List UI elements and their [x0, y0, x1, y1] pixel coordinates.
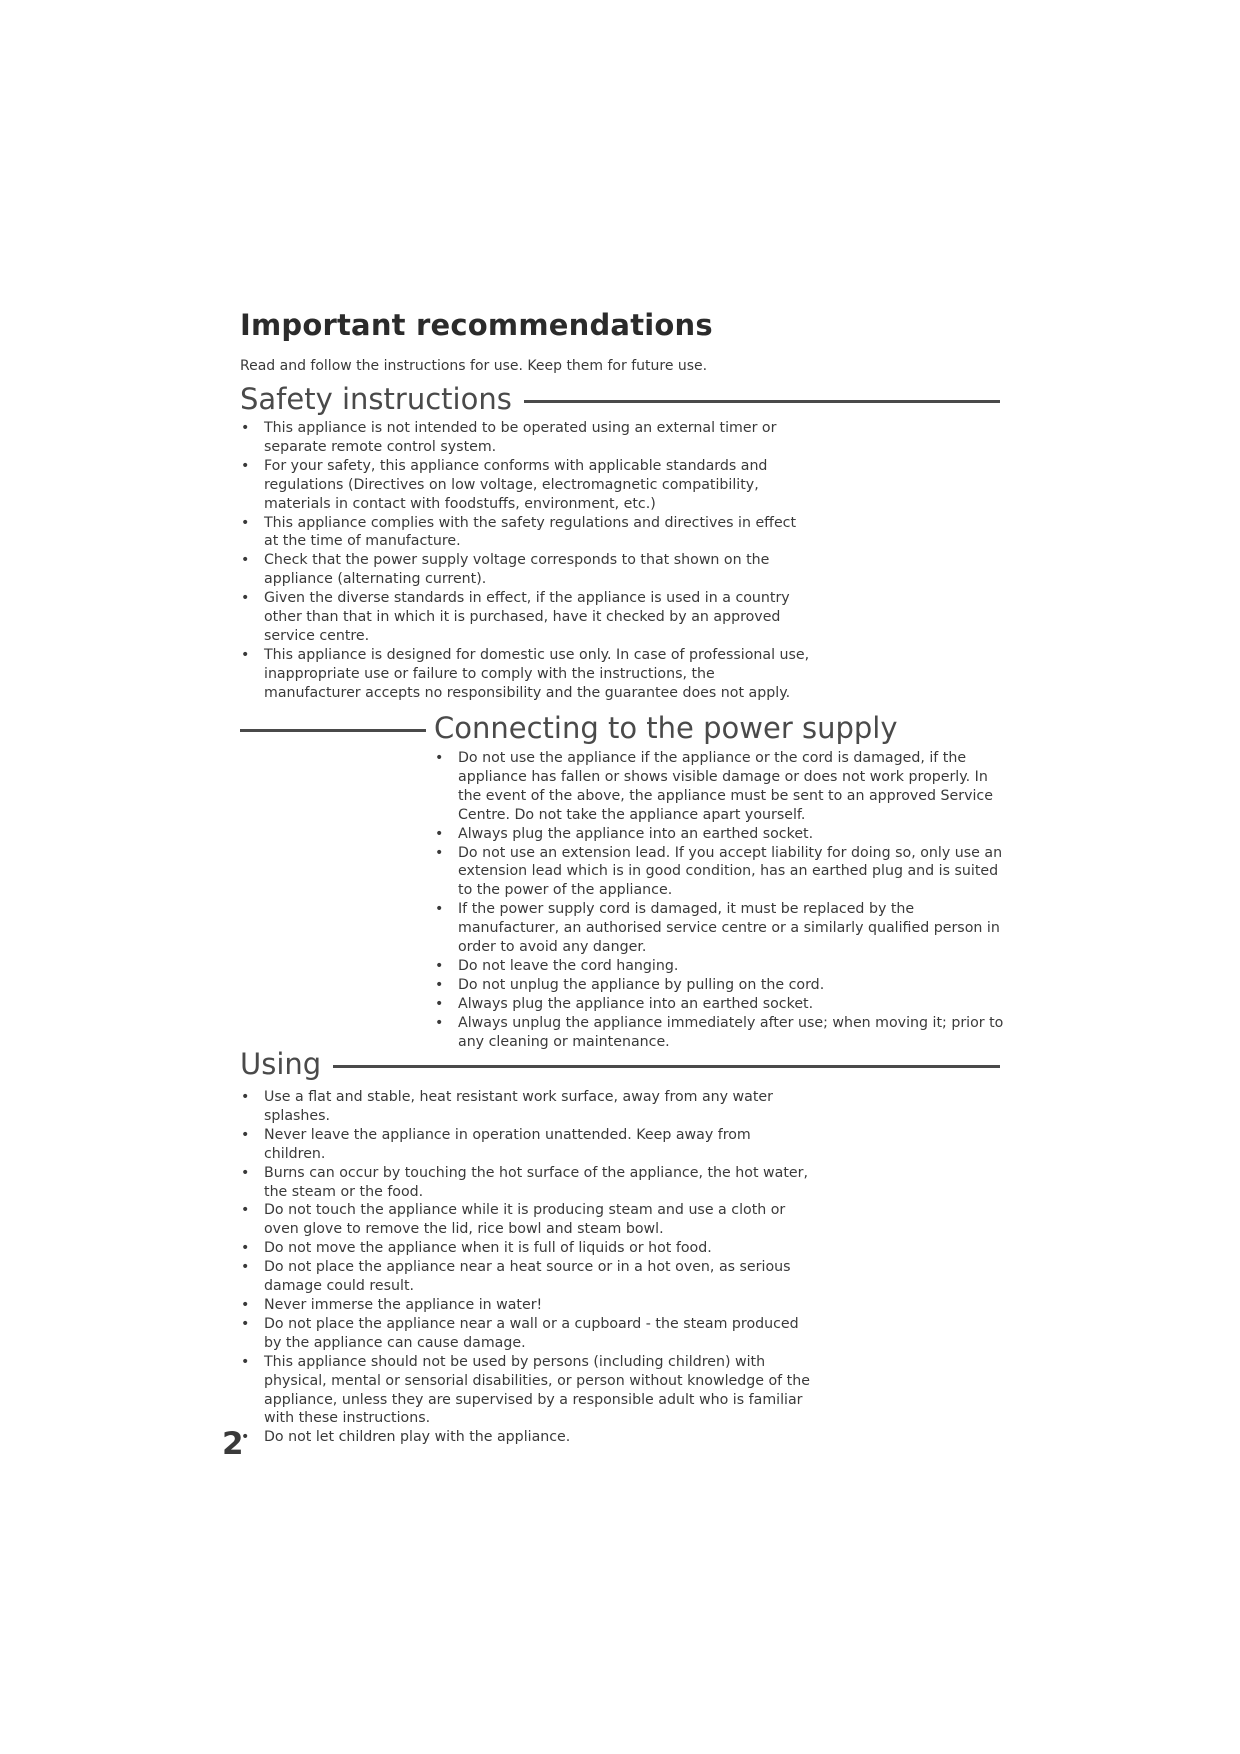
using-heading-rule [333, 1065, 1000, 1068]
list-item: • Never leave the appliance in operation unattended. Keep away from children. [240, 1126, 810, 1164]
list-item: • This appliance should not be used by persons (including children) with physical, mental or sensorial disabilities, or person without knowledge of the appliance, unless they are supervised by a responsible adult who is familiar with these instructions. [240, 1353, 810, 1429]
list-item: • Always plug the appliance into an earthed socket. [434, 995, 1008, 1014]
list-item: • Check that the power supply voltage corresponds to that shown on the appliance (alternating current). [240, 551, 810, 589]
list-item: • Never immerse the appliance in water! [240, 1296, 810, 1315]
power-section-header [240, 711, 1000, 745]
power-list [434, 749, 1008, 1052]
page-title: Important recommendations [240, 308, 713, 342]
list-item: • Do not touch the appliance while it is producing steam and use a cloth or oven glove to remove the lid, rice bowl and steam bowl. [240, 1201, 810, 1239]
list-item: • This appliance is designed for domestic use only. In case of professional use, inappropriate use or failure to comply with the instructions, the manufacturer accepts no responsibility and the guarantee does not apply. [240, 646, 810, 703]
list-item: • Always unplug the appliance immediately after use; when moving it; prior to any cleaning or maintenance. [434, 1014, 1008, 1052]
safety-list [240, 419, 810, 703]
list-item: • For your safety, this appliance conforms with applicable standards and regulations (Directives on low voltage, electromagnetic compatibility, materials in contact with foodstuffs, environment, etc.) [240, 457, 810, 514]
list-item: • Do not use an extension lead. If you accept liability for doing so, only use an extension lead which is in good condition, has an earthed plug and is suited to the power of the appliance. [434, 844, 1008, 901]
using-list [240, 1088, 810, 1447]
list-item: • Burns can occur by touching the hot surface of the appliance, the hot water, the steam or the food. [240, 1164, 810, 1202]
safety-section-header [240, 382, 1000, 416]
page-number: 2 [222, 1426, 244, 1462]
safety-heading: Safety instructions [240, 382, 512, 416]
using-section-header [240, 1047, 1000, 1081]
power-heading: Connecting to the power supply [434, 711, 898, 745]
list-item: • This appliance complies with the safety regulations and directives in effect at the time of manufacture. [240, 514, 810, 552]
list-item: • Do not let children play with the appliance. [240, 1428, 810, 1447]
safety-heading-rule [524, 400, 1000, 403]
intro-text: Read and follow the instructions for use. Keep them for future use. [240, 358, 708, 374]
list-item: • Do not leave the cord hanging. [434, 957, 1008, 976]
list-item: • Do not unplug the appliance by pulling on the cord. [434, 976, 1008, 995]
list-item: • This appliance is not intended to be operated using an external timer or separate remote control system. [240, 419, 810, 457]
list-item: • Use a flat and stable, heat resistant work surface, away from any water splashes. [240, 1088, 810, 1126]
list-item: • Do not use the appliance if the appliance or the cord is damaged, if the appliance has fallen or shows visible damage or does not work properly. In the event of the above, the appliance must be sent to an approved Service Centre. Do not take the appliance apart yourself. [434, 749, 1008, 825]
list-item: • Always plug the appliance into an earthed socket. [434, 825, 1008, 844]
power-heading-rule [240, 729, 426, 732]
list-item: • Do not place the appliance near a heat source or in a hot oven, as serious damage could result. [240, 1258, 810, 1296]
using-heading: Using [240, 1047, 322, 1081]
list-item: • If the power supply cord is damaged, it must be replaced by the manufacturer, an authorised service centre or a similarly qualified person in order to avoid any danger. [434, 900, 1008, 957]
list-item: • Do not move the appliance when it is full of liquids or hot food. [240, 1239, 810, 1258]
list-item: • Given the diverse standards in effect, if the appliance is used in a country other than that in which it is purchased, have it checked by an approved service centre. [240, 589, 810, 646]
list-item: • Do not place the appliance near a wall or a cupboard - the steam produced by the appliance can cause damage. [240, 1315, 810, 1353]
